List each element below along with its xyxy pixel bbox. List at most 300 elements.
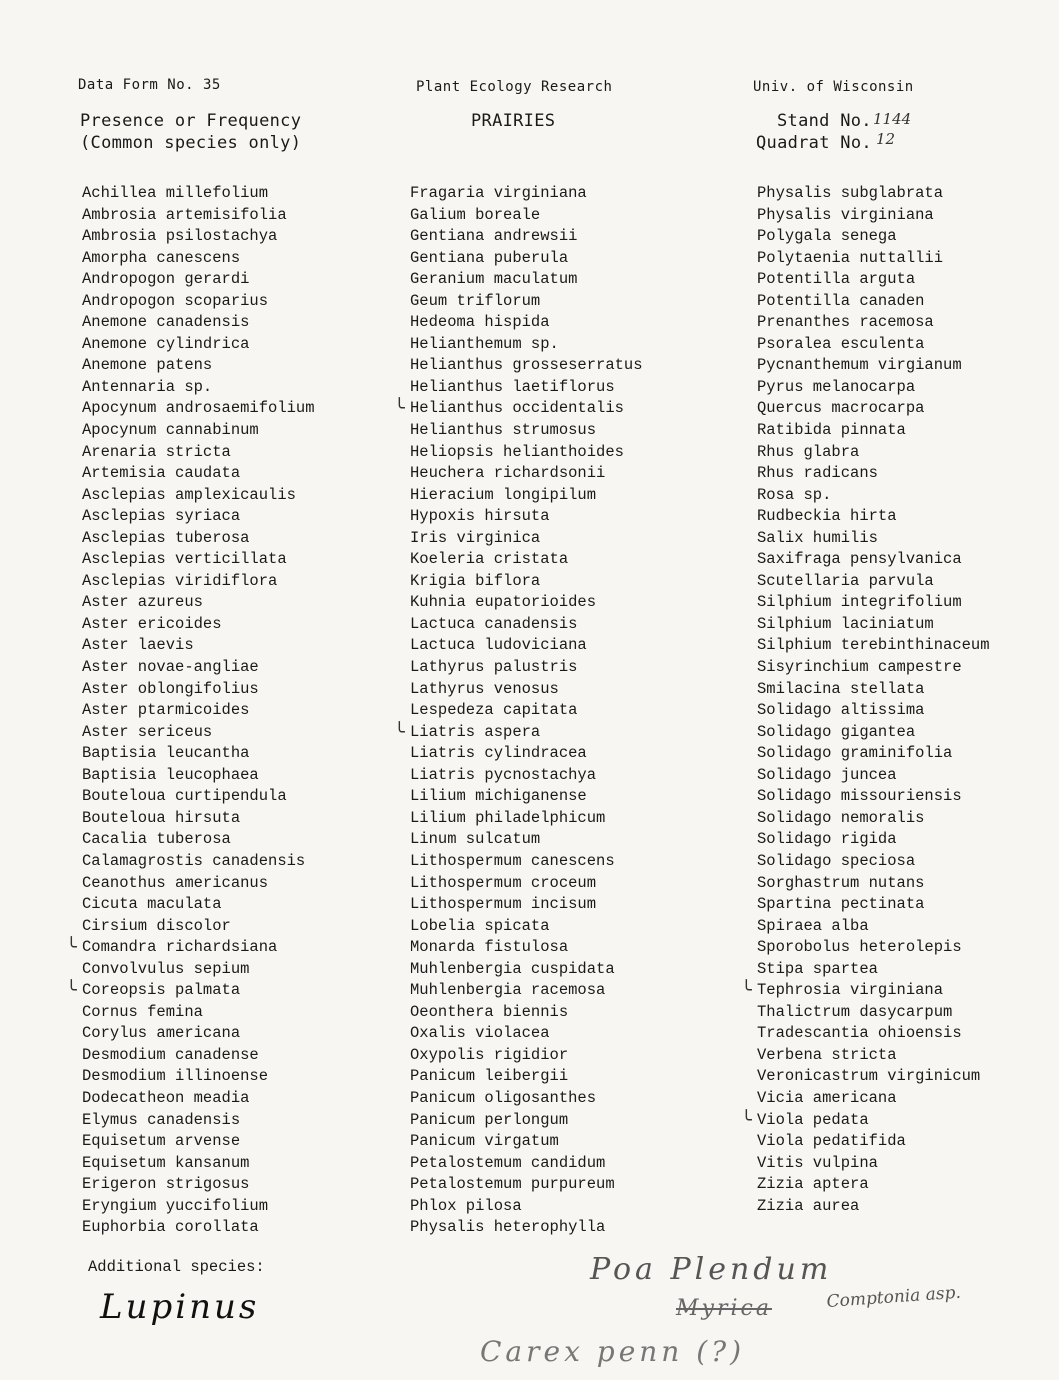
species-name: Andropogon gerardi <box>82 270 250 289</box>
species-item <box>82 463 315 485</box>
species-name: Sorghastrum nutans <box>757 873 925 892</box>
species-item <box>757 614 990 636</box>
species-item <box>82 592 315 614</box>
species-name: Solidago rigida <box>757 830 897 849</box>
species-name: Kuhnia eupatorioides <box>410 593 597 612</box>
species-name: Pycnanthemum virgianum <box>757 356 962 375</box>
species-item <box>410 614 643 636</box>
species-item <box>757 248 990 270</box>
species-item <box>410 506 643 528</box>
species-name: Smilacina stellata <box>757 679 925 698</box>
species-name: Anemone cylindrica <box>82 334 250 353</box>
page-title: PRAIRIES <box>471 111 556 131</box>
species-item <box>757 549 990 571</box>
species-name: Physalis heterophylla <box>410 1218 606 1237</box>
species-name: Baptisia leucophaea <box>82 765 259 784</box>
species-name: Petalostemum purpureum <box>410 1175 615 1194</box>
quadrat-label: Quadrat No. <box>756 133 872 153</box>
species-name: Petalostemum candidum <box>410 1153 606 1172</box>
species-name: Ceanothus americanus <box>82 873 269 892</box>
species-item <box>82 700 315 722</box>
species-item <box>82 1002 315 1024</box>
species-item <box>82 291 315 313</box>
species-name: Euphorbia corollata <box>82 1218 259 1237</box>
species-item <box>757 959 990 981</box>
species-item <box>410 1131 643 1153</box>
species-item <box>82 1217 315 1239</box>
species-name: Corylus americana <box>82 1024 241 1043</box>
species-name: Zizia aptera <box>757 1175 869 1194</box>
species-name: Cornus femina <box>82 1002 203 1021</box>
species-name: Gentiana andrewsii <box>410 227 578 246</box>
species-item <box>82 786 315 808</box>
species-item <box>82 442 315 464</box>
species-item <box>394 721 643 744</box>
species-name: Sporobolus heterolepis <box>757 938 962 957</box>
species-item <box>741 980 990 1002</box>
species-name: Panicum oligosanthes <box>410 1088 597 1107</box>
species-item <box>757 528 990 550</box>
species-item <box>410 205 643 227</box>
species-item <box>410 1153 643 1175</box>
handwritten-lupinus: Lupinus <box>100 1287 260 1327</box>
species-item <box>757 808 990 830</box>
species-item <box>82 765 315 787</box>
species-item <box>757 183 990 205</box>
species-item <box>410 765 643 787</box>
species-name: Aster novae-angliae <box>82 658 259 677</box>
species-name: Phlox pilosa <box>410 1196 522 1215</box>
species-name: Aster ericoides <box>82 614 222 633</box>
species-item <box>410 980 643 1002</box>
species-item <box>757 1023 990 1045</box>
species-item <box>82 485 315 507</box>
species-name: Salix humilis <box>757 528 878 547</box>
stand-value: 1144 <box>873 110 912 128</box>
species-item <box>82 614 315 636</box>
species-name: Rhus glabra <box>757 442 860 461</box>
species-item <box>410 420 643 442</box>
species-name: Lilium philadelphicum <box>410 808 606 827</box>
species-item <box>82 269 315 291</box>
species-item <box>82 679 315 701</box>
species-name: Potentilla arguta <box>757 270 916 289</box>
species-name: Aster azureus <box>82 593 203 612</box>
species-item <box>757 1196 990 1218</box>
species-name: Zizia aurea <box>757 1196 860 1215</box>
species-item <box>82 829 315 851</box>
species-item <box>757 722 990 744</box>
species-name: Artemisia caudata <box>82 464 241 483</box>
species-name: Comandra richardsiana <box>82 938 278 957</box>
presence-label: Presence or Frequency <box>80 111 302 131</box>
species-name: Solidago speciosa <box>757 851 916 870</box>
species-item <box>757 873 990 895</box>
species-name: Spiraea alba <box>757 916 869 935</box>
species-name: Oeonthera biennis <box>410 1002 569 1021</box>
species-name: Oxypolis rigidior <box>410 1045 569 1064</box>
species-item <box>757 916 990 938</box>
species-name: Tephrosia virginiana <box>757 981 944 1000</box>
species-name: Desmodium canadense <box>82 1045 259 1064</box>
species-item <box>82 1045 315 1067</box>
species-item <box>757 679 990 701</box>
species-name: Vicia americana <box>757 1088 897 1107</box>
species-column-1 <box>66 183 315 1239</box>
university: Univ. of Wisconsin <box>753 79 914 95</box>
species-name: Koeleria cristata <box>410 550 569 569</box>
species-name: Lithospermum canescens <box>410 851 615 870</box>
species-item <box>82 355 315 377</box>
species-name: Anemone canadensis <box>82 313 250 332</box>
species-item <box>757 1174 990 1196</box>
species-item <box>82 657 315 679</box>
species-item <box>410 743 643 765</box>
species-name: Convolvulus sepium <box>82 959 250 978</box>
species-name: Liatris cylindracea <box>410 744 587 763</box>
species-item <box>757 312 990 334</box>
species-name: Aster oblongifolius <box>82 679 259 698</box>
species-name: Linum sulcatum <box>410 830 541 849</box>
species-item <box>82 1066 315 1088</box>
species-item <box>82 808 315 830</box>
species-name: Desmodium illinoense <box>82 1067 269 1086</box>
species-name: Silphium laciniatum <box>757 614 934 633</box>
species-item <box>410 592 643 614</box>
species-name: Elymus canadensis <box>82 1110 241 1129</box>
species-item <box>82 743 315 765</box>
species-name: Hedeoma hispida <box>410 313 550 332</box>
species-name: Prenanthes racemosa <box>757 313 934 332</box>
species-item <box>410 1066 643 1088</box>
species-name: Iris virginica <box>410 528 541 547</box>
species-name: Polygala senega <box>757 227 897 246</box>
species-item <box>82 226 315 248</box>
species-item <box>410 851 643 873</box>
species-item <box>757 420 990 442</box>
species-item <box>82 851 315 873</box>
species-item <box>82 571 315 593</box>
species-item <box>82 916 315 938</box>
species-name: Ambrosia artemisifolia <box>82 205 287 224</box>
species-item <box>410 528 643 550</box>
species-item <box>410 657 643 679</box>
species-item <box>410 312 643 334</box>
species-name: Bouteloua hirsuta <box>82 808 241 827</box>
species-item <box>757 226 990 248</box>
species-name: Solidago juncea <box>757 765 897 784</box>
additional-species-label: Additional species: <box>88 1258 265 1276</box>
species-name: Pyrus melanocarpa <box>757 377 916 396</box>
species-name: Helianthus strumosus <box>410 421 597 440</box>
species-name: Asclepias syriaca <box>82 507 241 526</box>
species-name: Krigia biflora <box>410 571 541 590</box>
species-name: Solidago graminifolia <box>757 744 953 763</box>
species-name: Lobelia spicata <box>410 916 550 935</box>
species-name: Quercus macrocarpa <box>757 399 925 418</box>
species-name: Solidago gigantea <box>757 722 916 741</box>
species-item <box>410 377 643 399</box>
species-name: Panicum perlongum <box>410 1110 569 1129</box>
common-species-label: (Common species only) <box>80 133 302 153</box>
species-item <box>757 1066 990 1088</box>
handwritten-myrica: Myrica <box>676 1296 772 1321</box>
species-name: Polytaenia nuttallii <box>757 248 944 267</box>
species-name: Cirsium discolor <box>82 916 231 935</box>
species-item <box>757 442 990 464</box>
species-name: Arenaria stricta <box>82 442 231 461</box>
species-item <box>82 959 315 981</box>
species-name: Apocynum androsaemifolium <box>82 399 315 418</box>
species-item <box>82 205 315 227</box>
species-item <box>410 829 643 851</box>
species-name: Viola pedatifida <box>757 1132 906 1151</box>
species-item <box>410 549 643 571</box>
species-name: Cacalia tuberosa <box>82 830 231 849</box>
handwritten-poa: Poa Plendum <box>590 1252 833 1287</box>
species-item <box>757 635 990 657</box>
species-name: Aster ptarmicoides <box>82 701 250 720</box>
species-item <box>66 980 315 1002</box>
species-name: Calamagrostis canadensis <box>82 851 306 870</box>
species-item <box>757 851 990 873</box>
species-item <box>66 937 315 959</box>
species-item <box>757 398 990 420</box>
species-name: Rosa sp. <box>757 485 832 504</box>
species-name: Lithospermum croceum <box>410 873 597 892</box>
species-name: Helianthus grosseserratus <box>410 356 643 375</box>
species-name: Antennaria sp. <box>82 377 213 396</box>
species-name: Asclepias tuberosa <box>82 528 250 547</box>
species-item <box>82 894 315 916</box>
species-item <box>757 829 990 851</box>
species-name: Ratibida pinnata <box>757 421 906 440</box>
species-name: Solidago missouriensis <box>757 787 962 806</box>
species-item <box>757 1153 990 1175</box>
species-item <box>410 248 643 270</box>
species-item <box>410 1002 643 1024</box>
species-name: Lathyrus venosus <box>410 679 559 698</box>
species-name: Panicum leibergii <box>410 1067 569 1086</box>
species-name: Galium boreale <box>410 205 541 224</box>
species-name: Lactuca ludoviciana <box>410 636 587 655</box>
species-item <box>757 269 990 291</box>
species-name: Achillea millefolium <box>82 184 269 202</box>
species-item <box>82 549 315 571</box>
checkmark-icon: ╰ <box>394 398 405 420</box>
species-item <box>410 291 643 313</box>
species-name: Vitis vulpina <box>757 1153 878 1172</box>
species-name: Aster laevis <box>82 636 194 655</box>
species-name: Monarda fistulosa <box>410 938 569 957</box>
species-item <box>410 571 643 593</box>
species-name: Cicuta maculata <box>82 895 222 914</box>
species-item <box>82 377 315 399</box>
species-name: Viola pedata <box>757 1110 869 1129</box>
species-item <box>757 485 990 507</box>
species-name: Solidago nemoralis <box>757 808 925 827</box>
species-name: Aster sericeus <box>82 722 213 741</box>
species-item <box>410 1088 643 1110</box>
species-name: Helianthemum sp. <box>410 334 559 353</box>
species-name: Lactuca canadensis <box>410 614 578 633</box>
species-item <box>82 635 315 657</box>
species-item <box>757 592 990 614</box>
species-name: Fragaria virginiana <box>410 184 587 202</box>
species-name: Erigeron strigosus <box>82 1175 250 1194</box>
species-item <box>757 334 990 356</box>
species-name: Helianthus occidentalis <box>410 399 624 418</box>
species-name: Apocynum cannabinum <box>82 421 259 440</box>
species-name: Tradescantia ohioensis <box>757 1024 962 1043</box>
species-item <box>410 485 643 507</box>
form-number: Data Form No. 35 <box>78 77 221 93</box>
species-name: Silphium terebinthinaceum <box>757 636 990 655</box>
species-name: Silphium integrifolium <box>757 593 962 612</box>
species-item <box>757 786 990 808</box>
species-item <box>82 506 315 528</box>
species-item <box>757 571 990 593</box>
species-name: Coreopsis palmata <box>82 981 241 1000</box>
species-item <box>757 463 990 485</box>
species-item <box>757 377 990 399</box>
species-name: Sisyrinchium campestre <box>757 658 962 677</box>
species-item <box>82 334 315 356</box>
species-item <box>757 205 990 227</box>
species-name: Liatris pycnostachya <box>410 765 597 784</box>
species-item <box>410 334 643 356</box>
species-item <box>82 873 315 895</box>
species-name: Muhlenbergia racemosa <box>410 981 606 1000</box>
species-name: Dodecatheon meadia <box>82 1088 250 1107</box>
species-name: Asclepias amplexicaulis <box>82 485 296 504</box>
species-item <box>757 937 990 959</box>
species-name: Asclepias viridiflora <box>82 571 278 590</box>
species-name: Physalis virginiana <box>757 205 934 224</box>
species-name: Geum triflorum <box>410 291 541 310</box>
species-name: Baptisia leucantha <box>82 744 250 763</box>
species-name: Gentiana puberula <box>410 248 569 267</box>
species-name: Heliopsis helianthoides <box>410 442 624 461</box>
species-item <box>82 1174 315 1196</box>
species-name: Saxifraga pensylvanica <box>757 550 962 569</box>
species-item <box>410 1023 643 1045</box>
species-name: Hypoxis hirsuta <box>410 507 550 526</box>
species-name: Panicum virgatum <box>410 1132 559 1151</box>
species-item <box>757 1131 990 1153</box>
species-name: Rhus radicans <box>757 464 878 483</box>
species-item <box>82 722 315 744</box>
species-name: Equisetum arvense <box>82 1132 241 1151</box>
species-item <box>410 1110 643 1132</box>
species-name: Verbena stricta <box>757 1045 897 1064</box>
species-name: Andropogon scoparius <box>82 291 269 310</box>
species-item <box>757 355 990 377</box>
species-name: Asclepias verticillata <box>82 550 287 569</box>
species-item <box>410 916 643 938</box>
species-name: Psoralea esculenta <box>757 334 925 353</box>
species-item <box>82 420 315 442</box>
species-name: Ambrosia psilostachya <box>82 227 278 246</box>
species-item <box>410 873 643 895</box>
species-name: Oxalis violacea <box>410 1024 550 1043</box>
species-item <box>82 1153 315 1175</box>
species-item <box>410 442 643 464</box>
species-name: Lithospermum incisum <box>410 895 597 914</box>
species-item <box>82 398 315 420</box>
species-name: Equisetum kansanum <box>82 1153 250 1172</box>
species-item <box>410 679 643 701</box>
species-name: Thalictrum dasycarpum <box>757 1002 953 1021</box>
species-item <box>410 786 643 808</box>
species-item <box>410 635 643 657</box>
species-name: Amorpha canescens <box>82 248 241 267</box>
species-item <box>410 700 643 722</box>
species-item <box>410 355 643 377</box>
species-item <box>410 894 643 916</box>
species-name: Lespedeza capitata <box>410 701 578 720</box>
species-item <box>410 226 643 248</box>
species-item <box>82 1088 315 1110</box>
species-name: Liatris aspera <box>410 722 541 741</box>
checkmark-icon: ╰ <box>741 980 752 1002</box>
species-item <box>757 1045 990 1067</box>
stand-label: Stand No. <box>777 111 872 131</box>
species-item <box>757 506 990 528</box>
species-name: Geranium maculatum <box>410 270 578 289</box>
species-name: Lathyrus palustris <box>410 658 578 677</box>
species-item <box>757 1088 990 1110</box>
species-item <box>82 248 315 270</box>
species-item <box>82 1023 315 1045</box>
species-column-3 <box>741 183 990 1217</box>
species-item <box>757 765 990 787</box>
checkmark-icon: ╰ <box>741 1109 752 1131</box>
species-item <box>410 1217 643 1239</box>
species-item <box>410 808 643 830</box>
species-item <box>757 291 990 313</box>
species-item <box>394 398 643 420</box>
species-name: Anemone patens <box>82 356 213 375</box>
species-item <box>82 528 315 550</box>
species-item <box>82 1196 315 1218</box>
species-item <box>410 269 643 291</box>
species-name: Rudbeckia hirta <box>757 507 897 526</box>
species-name: Bouteloua curtipendula <box>82 787 287 806</box>
species-item <box>757 743 990 765</box>
species-item <box>410 1196 643 1218</box>
species-item <box>757 700 990 722</box>
species-name: Physalis subglabrata <box>757 184 944 202</box>
species-item <box>410 937 643 959</box>
species-item <box>82 183 315 205</box>
species-item <box>410 1174 643 1196</box>
species-name: Lilium michiganense <box>410 787 587 806</box>
species-item <box>757 1002 990 1024</box>
species-item <box>410 1045 643 1067</box>
species-name: Helianthus laetiflorus <box>410 377 615 396</box>
handwritten-carex: Carex penn (?) <box>480 1335 746 1368</box>
species-item <box>410 183 643 205</box>
species-item <box>757 894 990 916</box>
species-name: Stipa spartea <box>757 959 878 978</box>
species-name: Scutellaria parvula <box>757 571 934 590</box>
species-name: Muhlenbergia cuspidata <box>410 959 615 978</box>
species-name: Potentilla canaden <box>757 291 925 310</box>
species-name: Hieracium longipilum <box>410 485 597 504</box>
checkmark-icon: ╰ <box>66 937 77 959</box>
species-item <box>741 1109 990 1132</box>
